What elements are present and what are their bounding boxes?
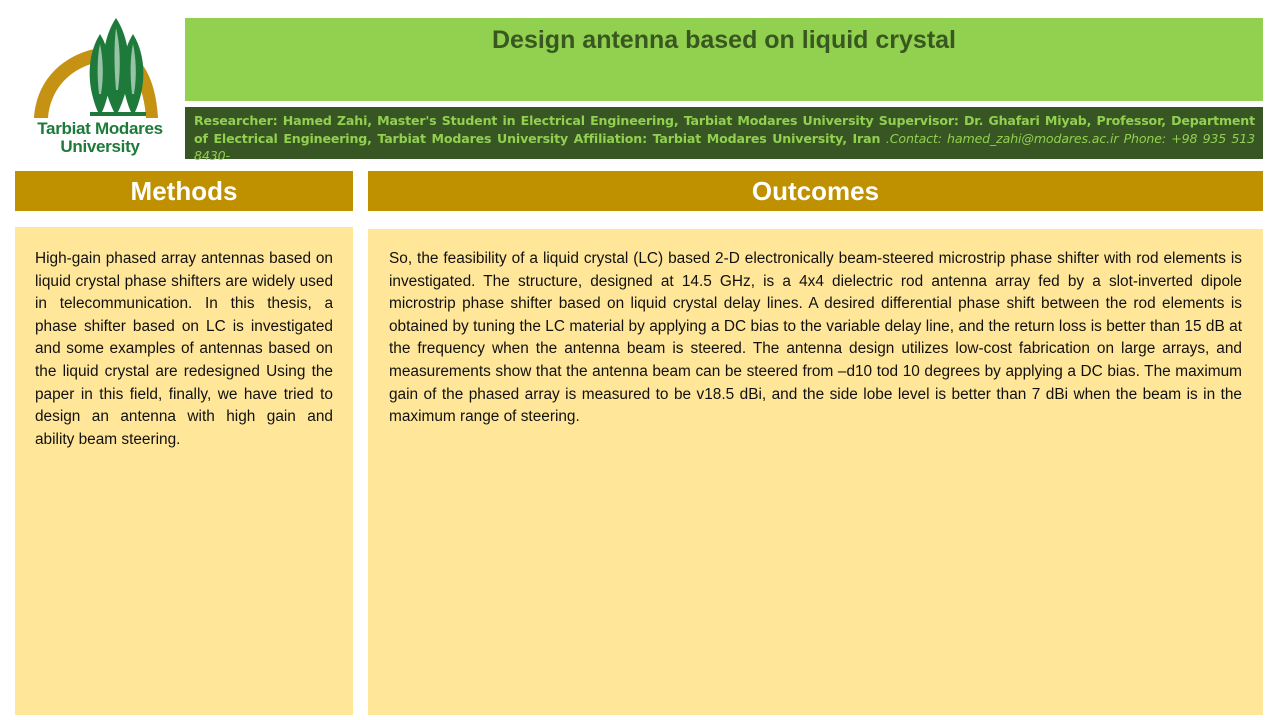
methods-body: High-gain phased array antennas based on liquid crystal phase shifters are widely used in telecommunication. In this thesis, a phase shifter based on LC is investigated and some examples of antennas based on the liquid crystal are redesigned Using the paper in this field, finally, we have tried to design an antenna with high gain and ability beam steering. <box>35 250 333 448</box>
outcomes-body: So, the feasibility of a liquid crystal (LC) based 2-D electronically beam-steered microstrip phase shifter with rod elements is investigated. The structure, designed at 14.5 GHz, is a 4x4 dielectric rod antenna array fed by a slot-inverted dipole microstrip phase shifter based on liquid crystal delay lines. A desired differential phase shift between the rod elements is obtained by tuning the LC material by applying a DC bias to the variable delay line, and the return loss is better than 15 dB at the frequency when the antenna beam is steered. The antenna design utilizes low-cost fabrication on large arrays, and measurements show that the antenna beam can be steered from –d10 tod 10 degrees by applying a DC bias. The maximum gain of the phased array is measured to be v18.5 dBi, and the side lobe level is better than 7 dBi when the beam is in the maximum range of steering. <box>389 250 1242 426</box>
outcomes-panel <box>368 229 1263 715</box>
logo-text-line2: University <box>60 137 140 156</box>
methods-panel <box>15 227 353 715</box>
contact-details: .Contact: hamed_zahi@modares.ac.ir Phone: +98 935 513 8430- <box>194 130 1255 163</box>
methods-heading: Methods <box>15 171 353 211</box>
researcher-details: Researcher: Hamed Zahi, Master's Student in Electrical Engineering, Tarbiat Modares University Supervisor: Dr. Ghafari Miyab, Professor, Department of Electrical Engineering, Tarbiat Modares University Affiliation: Tarbiat Modares University, Iran <box>194 113 1255 146</box>
university-logo <box>20 14 180 160</box>
cypress-arch-icon <box>20 14 180 122</box>
outcomes-heading: Outcomes <box>368 171 1263 211</box>
logo-text-line1: Tarbiat Modares <box>37 119 163 138</box>
title-bar <box>185 18 1263 101</box>
researcher-info <box>185 107 1263 163</box>
page-title: Design antenna based on liquid crystal <box>492 26 956 54</box>
